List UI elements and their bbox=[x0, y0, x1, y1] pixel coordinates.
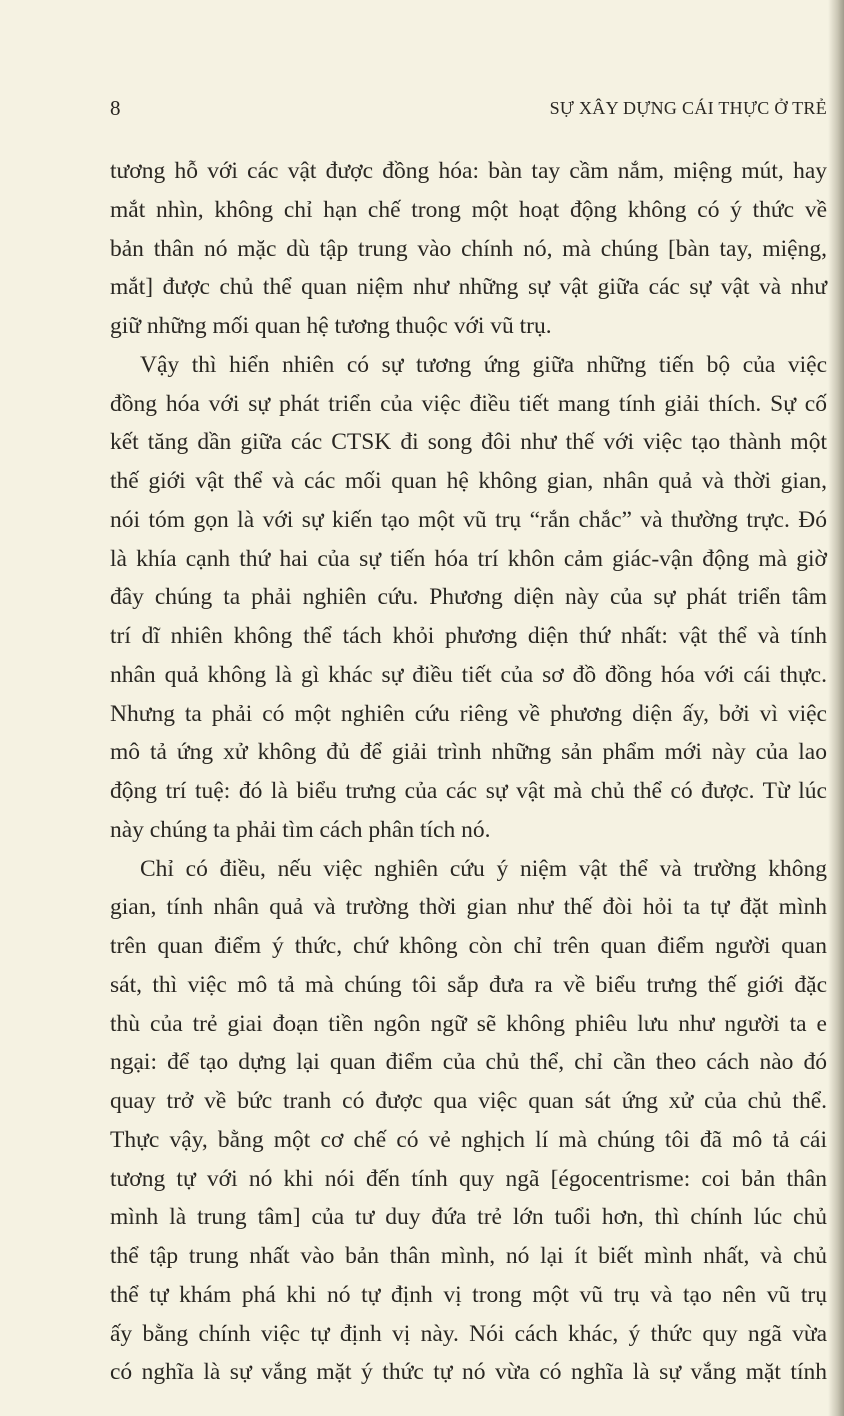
text-line: trên quan điểm ý thức, chứ không còn chỉ trên quan điểm người quan bbox=[110, 933, 827, 959]
text-line: bản thân nó mặc dù tập trung vào chính nó, mà chúng [bàn tay, miệng, bbox=[110, 235, 827, 262]
text-line: ấy bằng chính việc tự định vị này. Nói cách khác, ý thức quy ngã vừa bbox=[110, 1320, 827, 1347]
text-line: mắt nhìn, không chỉ hạn chế trong một hoạt động không có ý thức về bbox=[110, 196, 827, 223]
text-line: Thực vậy, bằng một cơ chế có vẻ nghịch lí mà chúng tôi đã mô tả cái bbox=[110, 1126, 827, 1153]
paragraph bbox=[110, 850, 827, 1393]
text-line: nhân quả không là gì khác sự điều tiết của sơ đồ đồng hóa với cái thực. bbox=[110, 661, 827, 688]
text-line: mắt] được chủ thể quan niệm như những sự vật giữa các sự vật và như bbox=[110, 274, 827, 301]
text-line: đây chúng ta phải nghiên cứu. Phương diện này của sự phát triển tâm bbox=[110, 584, 827, 611]
text-line: tương hỗ với các vật được đồng hóa: bàn tay cầm nắm, miệng mút, hay bbox=[110, 158, 827, 184]
text-line: thể tự khám phá khi nó tự định vị trong một vũ trụ và tạo nên vũ trụ bbox=[110, 1281, 827, 1308]
text-line: mình là trung tâm] của tư duy đứa trẻ lớn tuổi hơn, thì chính lúc chủ bbox=[110, 1204, 827, 1231]
paragraph bbox=[110, 346, 827, 850]
text-line: quay trở về bức tranh có được qua việc quan sát ứng xử của chủ thể. bbox=[110, 1088, 827, 1114]
text-line: có nghĩa là sự vắng mặt ý thức tự nó vừa có nghĩa là sự vắng mặt tính bbox=[110, 1359, 827, 1386]
text-line: thế giới vật thể và các mối quan hệ không gian, nhân quả và thời gian, bbox=[110, 468, 827, 494]
text-line: trí dĩ nhiên không thể tách khỏi phương diện thứ nhất: vật thể và tính bbox=[110, 623, 827, 649]
text-line: Chỉ có điều, nếu việc nghiên cứu ý niệm vật thể và trường không bbox=[140, 855, 827, 882]
text-line: thể tập trung nhất vào bản thân mình, nó lại ít biết mình nhất, và chủ bbox=[110, 1243, 827, 1269]
running-title: SỰ XÂY DỰNG CÁI THỰC Ở TRẺ bbox=[549, 98, 827, 118]
text-line: tương tự với nó khi nói đến tính quy ngã [égocentrisme: coi bản thân bbox=[110, 1165, 827, 1192]
text-line: Vậy thì hiển nhiên có sự tương ứng giữa những tiến bộ của việc bbox=[140, 351, 827, 378]
text-line: thù của trẻ giai đoạn tiền ngôn ngữ sẽ không phiêu lưu như người ta e bbox=[110, 1010, 827, 1037]
text-line: động trí tuệ: đó là biểu trưng của các sự vật mà chủ thể có được. Từ lúc bbox=[110, 778, 827, 804]
text-line: gian, tính nhân quả và trường thời gian như thế đòi hỏi ta tự đặt mình bbox=[110, 894, 827, 921]
text-line: kết tăng dần giữa các CTSK đi song đôi như thế với việc tạo thành một bbox=[110, 429, 827, 456]
body-text bbox=[110, 152, 827, 1392]
text-line: nói tóm gọn là với sự kiến tạo một vũ trụ “rắn chắc” và thường trực. Đó bbox=[110, 506, 827, 533]
text-line: giữ những mối quan hệ tương thuộc với vũ trụ. bbox=[110, 313, 552, 339]
page-header bbox=[110, 96, 827, 124]
text-line: này chúng ta phải tìm cách phân tích nó. bbox=[110, 816, 491, 843]
page-number: 8 bbox=[110, 96, 121, 120]
text-line: đồng hóa với sự phát triển của việc điều tiết mang tính giải thích. Sự cố bbox=[110, 390, 827, 417]
page-binding-shadow bbox=[828, 0, 844, 1416]
text-line: ngại: để tạo dựng lại quan điểm của chủ thể, chỉ cần theo cách nào đó bbox=[110, 1049, 827, 1076]
text-line: sát, thì việc mô tả mà chúng tôi sắp đưa ra về biểu trưng thế giới đặc bbox=[110, 971, 827, 998]
text-line: Nhưng ta phải có một nghiên cứu riêng về phương diện ấy, bởi vì việc bbox=[110, 700, 827, 727]
text-line: là khía cạnh thứ hai của sự tiến hóa trí khôn cảm giác-vận động mà giờ bbox=[110, 545, 827, 572]
paragraph bbox=[110, 152, 827, 346]
text-line: mô tả ứng xử không đủ để giải trình những sản phẩm mới này của lao bbox=[110, 739, 827, 766]
